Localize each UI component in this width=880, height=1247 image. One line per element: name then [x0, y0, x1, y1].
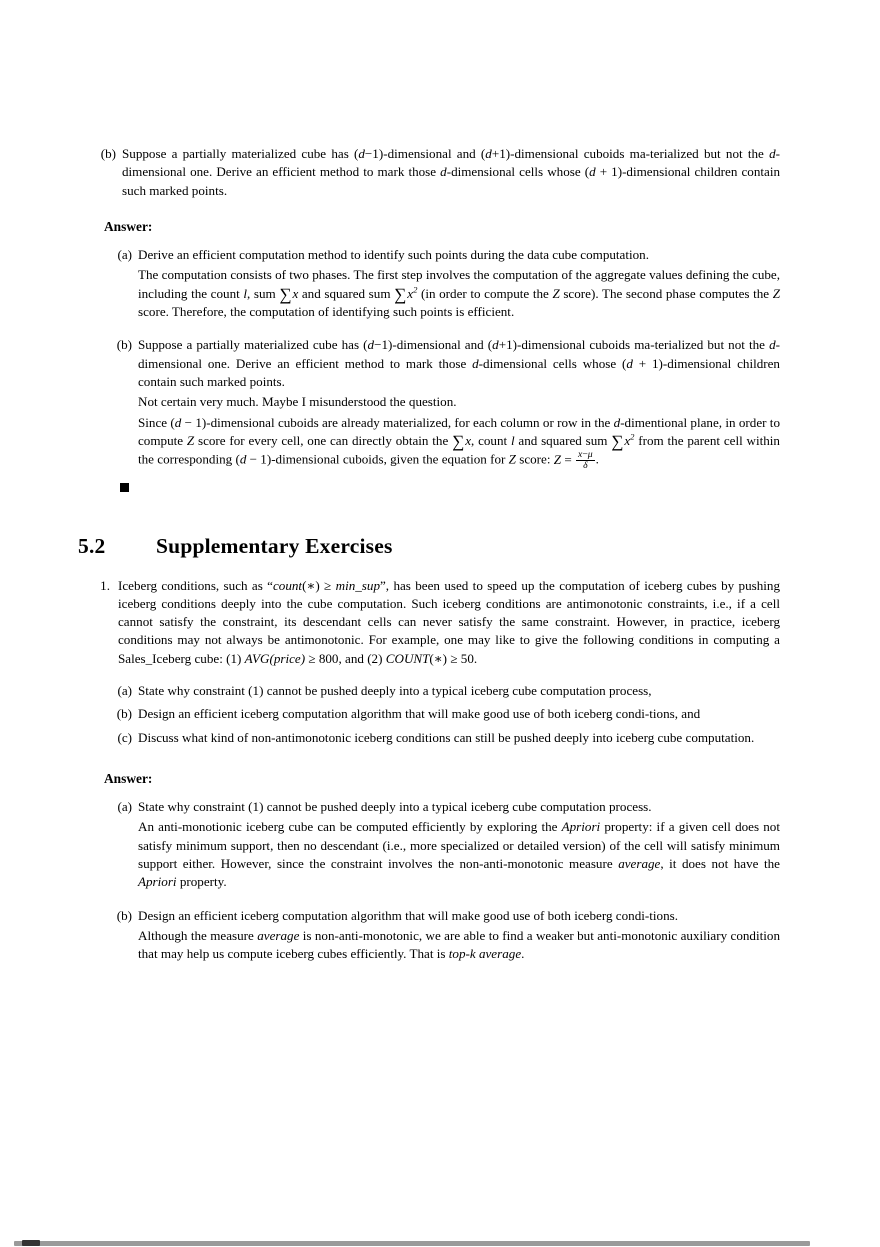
page-content — [78, 145, 781, 969]
list-marker: (a) — [117, 247, 132, 263]
horizontal-scrollbar[interactable] — [0, 1238, 880, 1247]
list-marker: (c) — [117, 729, 132, 745]
list-marker: (b) — [100, 146, 116, 161]
list-marker: (b) — [116, 907, 132, 923]
section-number: 5.2 — [78, 533, 106, 558]
list-marker: (b) — [116, 706, 132, 722]
scrollbar-thumb[interactable] — [22, 1240, 40, 1246]
qed-row — [86, 477, 780, 503]
answer-label-wrap-1 — [86, 218, 780, 236]
fraction — [576, 450, 595, 471]
summation-icon: ∑ — [452, 431, 465, 451]
answer-item-2b — [104, 907, 780, 964]
answer-item-2a — [104, 798, 780, 891]
section-heading — [78, 533, 780, 559]
spacer — [86, 897, 780, 907]
answer-1a-question: Derive an efficient computation method to identify such points during the data cube computation. — [138, 247, 650, 263]
answer-label: Answer: — [104, 218, 153, 234]
spacer — [86, 503, 780, 533]
section-title: Supplementary Exercises — [156, 533, 393, 558]
exercise-sub-b — [104, 705, 780, 723]
spacer — [86, 326, 780, 336]
answer-2b-question: Design an efficient iceberg computation algorithm that will make good use of both iceberg condi-tions. — [138, 907, 678, 923]
spacer — [86, 236, 780, 246]
spacer — [86, 672, 780, 682]
spacer — [86, 752, 780, 770]
answer-2a-question: State why constraint (1) cannot be pushed deeply into a typical iceberg cube computation process. — [138, 799, 652, 815]
question-item-b — [86, 145, 780, 200]
answer-2a-body: An anti-monotionic iceberg cube can be computed efficiently by exploring the Apriori property: if a given cell does not satisfy minimum support, then no descendant (i.e., more specialized or detailed version) of the cell will satisfy minimum support either. However, since the constraint involves the non-anti-monotonic measure average, it does not have the Apriori property. — [138, 819, 780, 890]
exercise-1-text: Iceberg conditions, such as “count(∗) ≥ min_sup”, has been used to speed up the computation of iceberg cubes by pushing iceberg conditions deeply into the cube computation. Such iceberg conditions are antimonotonic constraints, i.e., if a cell cannot satisfy the constraint, its descendant cells can never satisfy the same constraint. However, in practice, iceberg conditions may not always be antimonotonic. For example, one may like to give the following conditions in computing a Sales_Iceberg cube: (1) AVG(price) ≥ 800, and (2) COUNT(∗) ≥ 50. — [118, 577, 780, 666]
answer-1b-body: Since (d − 1)-dimensional cuboids are already materialized, for each column or row in the d-dimentional plane, in order to compute Z score for every cell, one can directly obtain the ∑x, count l and squared sum $\sum x^2$ from the parent cell within the corresponding (d − 1)-dimensional cuboids, given the equation for Z score: Z = $\frac{x-\mu}{\delta}$ . — [138, 414, 780, 472]
filled-square-icon — [120, 483, 129, 492]
list-marker: (b) — [116, 337, 132, 353]
z-score-equation: Z = $\frac{x-\mu}{\delta}$ — [553, 449, 593, 472]
scrollbar-track[interactable] — [14, 1241, 810, 1246]
fraction-numerator: x−μ — [578, 449, 593, 461]
list-marker: 1. — [100, 577, 110, 593]
list-marker: (a) — [117, 799, 132, 815]
spacer — [86, 788, 780, 798]
answer-item-1b — [104, 336, 780, 471]
summation-icon: ∑ — [394, 284, 407, 304]
answer-1b-note: Not certain very much. Maybe I misunderstood the question. — [138, 394, 457, 410]
answer-label: Answer: — [104, 770, 153, 786]
exercise-sub-a-text: State why constraint (1) cannot be pushed deeply into a typical iceberg cube computation process, — [138, 682, 652, 698]
question-b-text: Suppose a partially materialized cube has (d−1)-dimensional and (d+1)-dimensional cuboids ma-terialized but not the d-dimensional one. Derive an efficient method to mark those d-dimensional cells whose (d + 1)-dimensional children contain such marked points. — [122, 146, 781, 198]
answer-item-1a — [104, 246, 780, 321]
answer-1a-body: The computation consists of two phases. The first step involves the computation of the aggregate values defining the cube, including the count l, sum ∑x and squared sum $\sum x^2$ (in order to compute the Z score). The second phase computes the Z score. Therefore, the computation of identifying such points is efficient. — [138, 267, 780, 320]
exercise-sub-c-text: Discuss what kind of non-antimonotonic iceberg conditions can still be pushed deeply into iceberg cube computation. — [138, 729, 755, 745]
list-marker: (a) — [117, 682, 132, 698]
fraction-denominator: δ — [576, 460, 595, 471]
spacer — [86, 559, 780, 577]
answer-label-wrap-2 — [86, 770, 780, 788]
summation-icon: ∑ — [611, 431, 624, 451]
summation-icon: ∑ — [279, 284, 292, 304]
exercise-sub-c — [104, 729, 780, 747]
answer-1b-question: Suppose a partially materialized cube has (d−1)-dimensional and (d+1)-dimensional cuboids ma-terialized but not the d-dimensional one. Derive an efficient method to mark those d-dimensional cells whose (d + 1)-dimensional children contain such marked points. — [138, 337, 780, 389]
exercise-item-1 — [86, 577, 780, 668]
exercise-sub-a — [104, 682, 780, 700]
exercise-sub-b-text: Design an efficient iceberg computation algorithm that will make good use of both iceberg condi-tions, and — [138, 706, 701, 722]
spacer — [86, 200, 780, 218]
answer-2b-body: Although the measure average is non-anti-monotonic, we are able to find a weaker but anti-monotonic auxiliary condition that may help us compute iceberg cubes efficiently. That is top-k average. — [138, 927, 780, 962]
